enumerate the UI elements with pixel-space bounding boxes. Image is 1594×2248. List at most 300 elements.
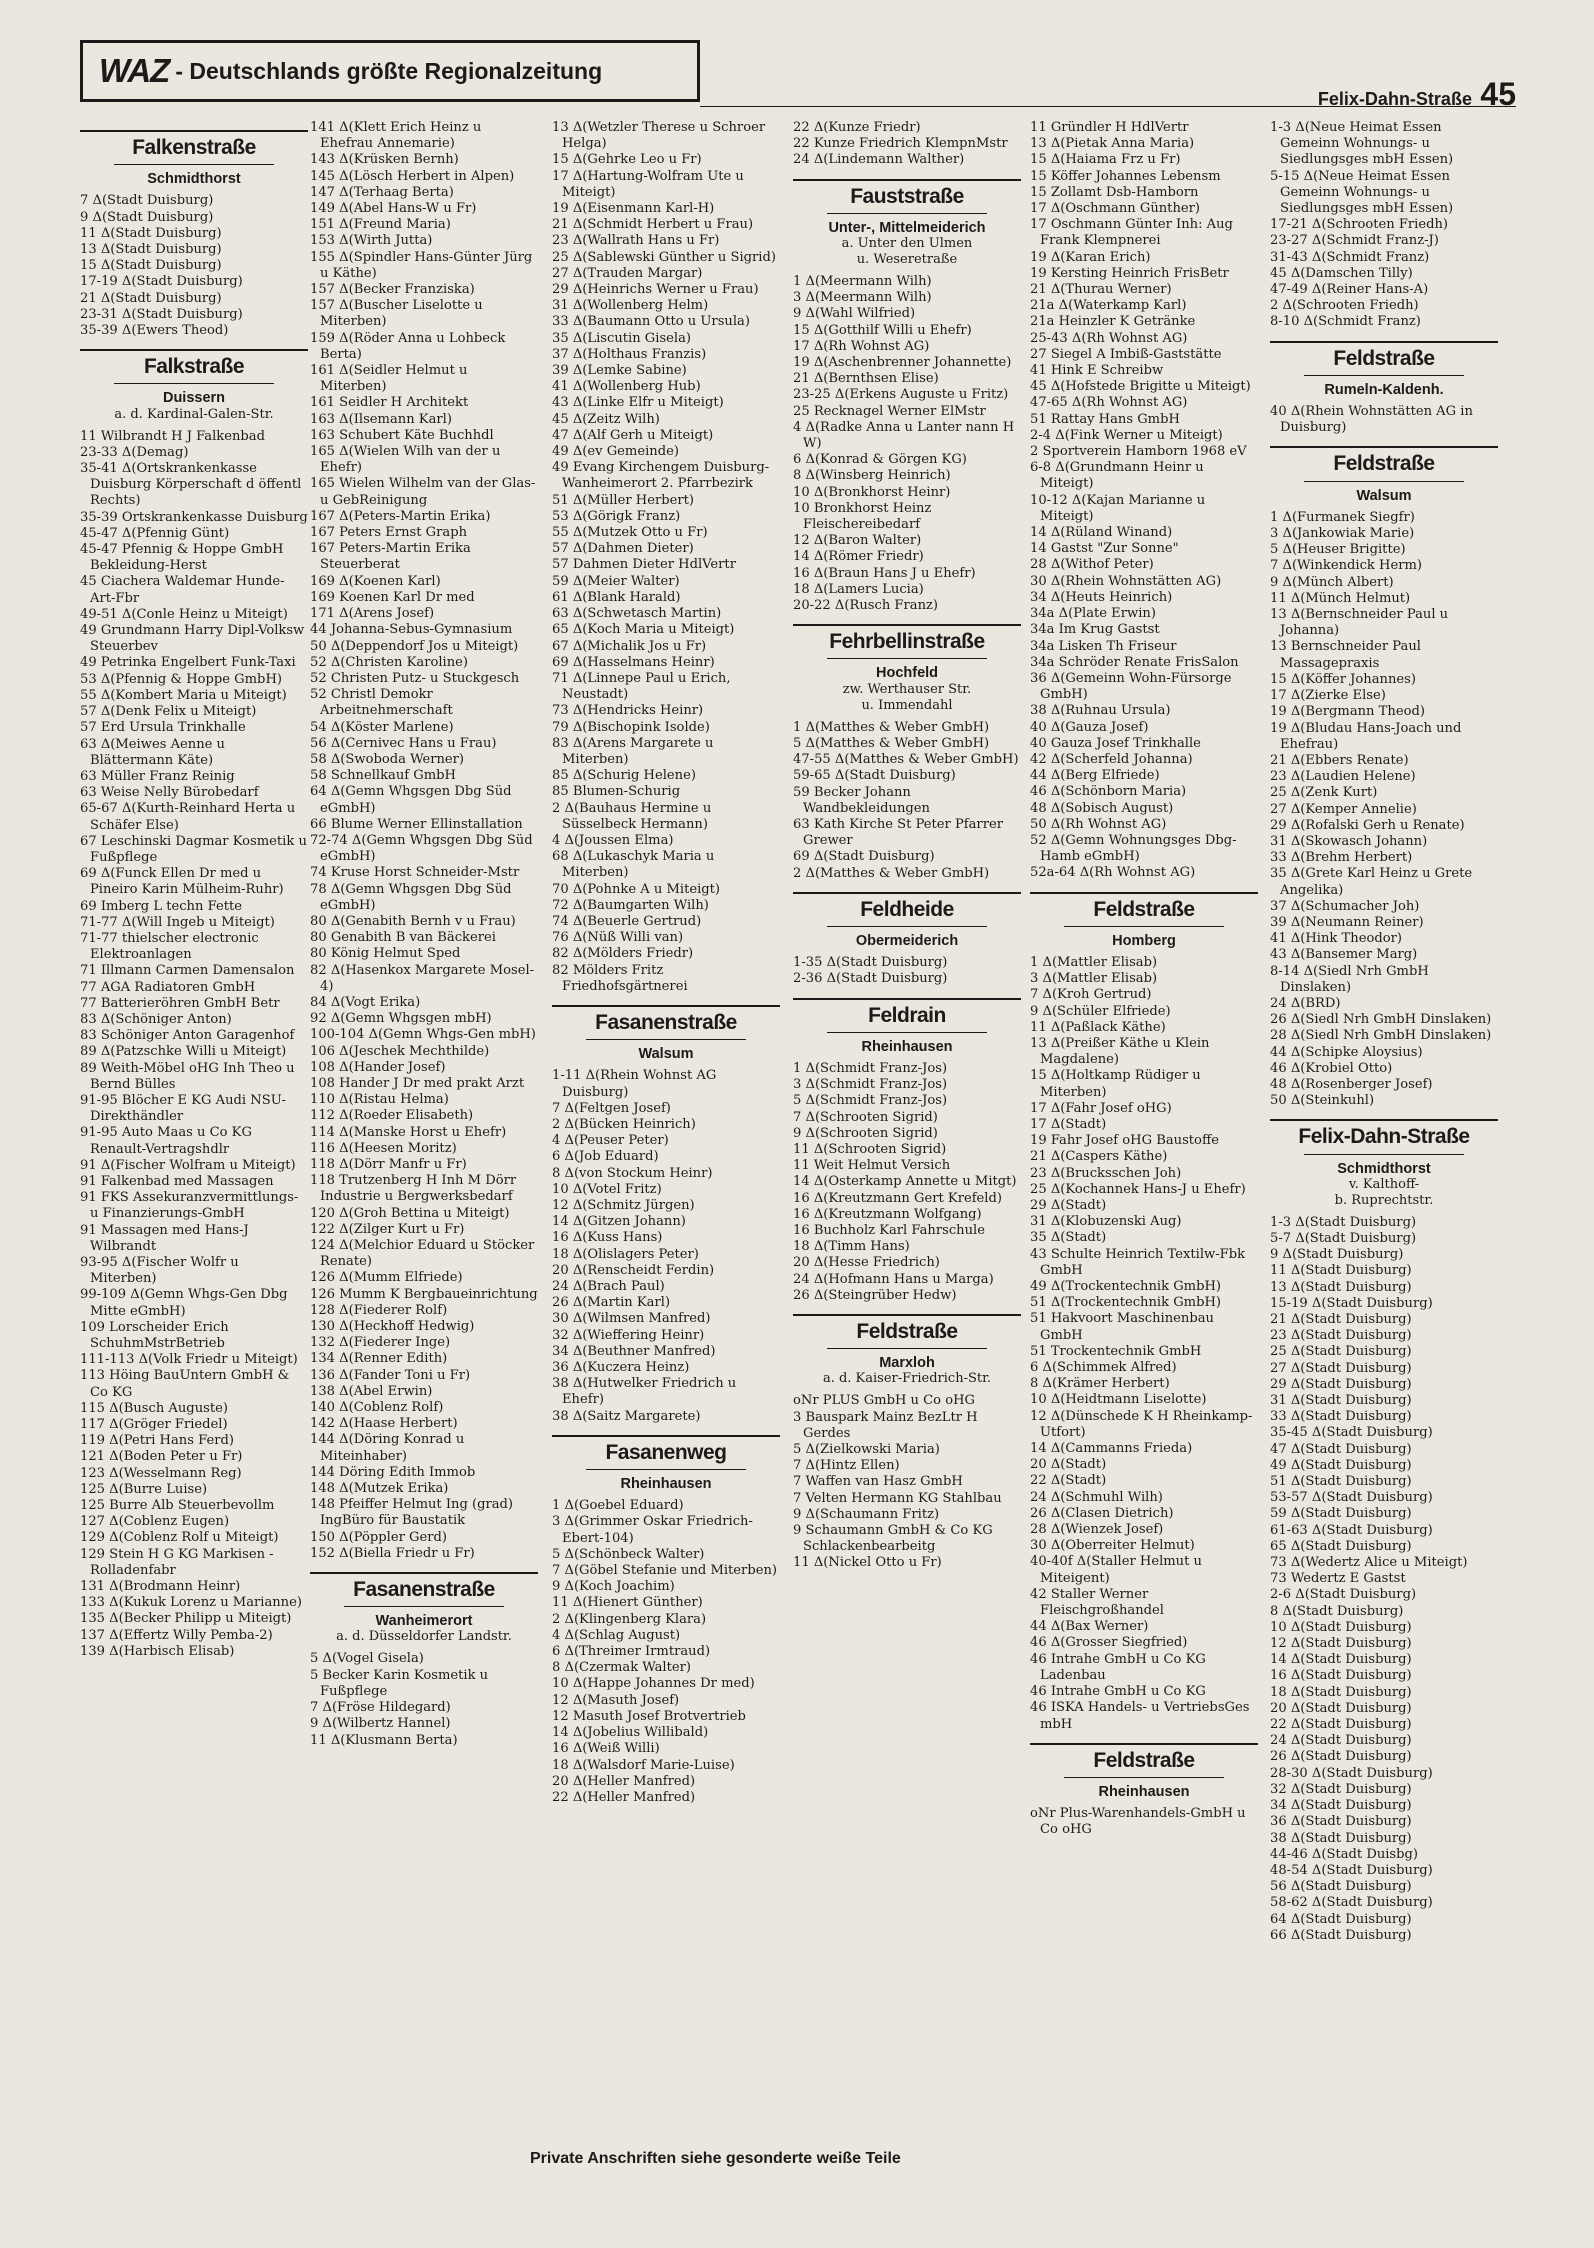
address-entry: 10 Δ(Heidtmann Liselotte) [1030,1392,1207,1408]
running-street-name: Felix-Dahn-Straße [1317,89,1472,109]
directory-column-3 [552,120,780,1806]
address-entry: 7 Δ(Göbel Stefanie und Miterben) [552,1563,777,1579]
address-entry: 54 Δ(Köster Marlene) [310,719,454,735]
address-entry: 80 Genabith B van Bäckerei [310,930,496,946]
district-name: Rheinhausen [620,1476,712,1493]
address-entry: 29 Δ(Stadt Duisburg) [1270,1376,1412,1392]
address-entry: 25 Recknagel Werner ElMstr [793,403,986,419]
address-entry: 51 Rattay Hans GmbH [1030,411,1180,427]
directory-column-4 [793,120,1021,1572]
address-entry: 4 Δ(Joussen Elma) [552,832,674,848]
address-entry: 40 Δ(Gauza Josef) [1030,719,1149,735]
address-entry: 19 Fahr Josef oHG Baustoffe [1030,1133,1219,1149]
district-name: Unter-, Mittelmeiderich [828,219,986,236]
street-heading [793,998,1021,1055]
address-entry: 3 Δ(Meermann Wilh) [793,290,932,306]
street-title: Feldstraße [856,1319,958,1343]
street-title: Falkenstraße [132,136,256,159]
address-entry: 11 Δ(Paßlack Käthe) [1030,1019,1166,1035]
address-entry: 70 Δ(Pohnke A u Miteigt) [552,881,721,897]
address-entry: 73 Δ(Wedertz Alice u Miteigt) [1270,1555,1468,1571]
directory-column-5 [1030,120,1258,1839]
address-entry: 9 Δ(Schaumann Fritz) [793,1506,940,1522]
street-title: Felix-Dahn-Straße [1298,1125,1470,1149]
address-entry: 6-8 Δ(Grundmann Heinr u Miteigt) [1030,460,1204,492]
address-entry: 135 Δ(Becker Philipp u Miteigt) [80,1611,292,1627]
address-entry: 18 Δ(Walsdorf Marie-Luise) [552,1757,735,1773]
address-entry: 58-62 Δ(Stadt Duisburg) [1270,1895,1433,1911]
address-entry: 18 Δ(Lamers Lucia) [793,581,924,597]
address-entry: 7 Δ(Hintz Ellen) [793,1458,900,1474]
address-entry: 82 Mölders Fritz Friedhofsgärtnerei [552,962,688,994]
address-entry: 47-49 Δ(Reiner Hans-A) [1270,282,1429,298]
address-entry: 65-67 Δ(Kurth-Reinhard Herta u Schäfer Else) [80,801,296,833]
address-entry: 83 Schöniger Anton Garagenhof [80,1028,295,1044]
address-entry: 9 Δ(Koch Joachim) [552,1579,675,1595]
address-entry: 28 Δ(Siedl Nrh GmbH Dinslaken) [1270,1028,1492,1044]
directory-column-2 [310,120,538,1749]
address-entry: 27 Siegel A Imbiß-Gaststätte [1030,346,1222,362]
address-entry: 53-57 Δ(Stadt Duisburg) [1270,1490,1433,1506]
address-entry: 14 Δ(Rüland Winand) [1030,525,1173,541]
address-entry: 151 Δ(Freund Maria) [310,217,451,233]
address-entry: 13 Bernschneider Paul Massagepraxis [1270,639,1421,671]
address-entry: 49 Grundmann Harry Dipl-Volksw Steuerbev [80,623,305,655]
address-entry: 16 Δ(Stadt Duisburg) [1270,1668,1412,1684]
address-entry: 136 Δ(Fander Toni u Fr) [310,1367,471,1383]
address-entry: 13 Δ(Stadt Duisburg) [1270,1279,1412,1295]
address-entry: 19 Δ(Eisenmann Karl-H) [552,201,715,217]
address-entry: 34 Δ(Beuthner Manfred) [552,1343,716,1359]
address-entry: 49 Evang Kirchengem Duisburg-Wanheimerort 2. Pfarrbezirk [552,460,770,492]
address-entry: 15 Köffer Johannes Lebensm [1030,168,1221,184]
address-entry: 9 Δ(Schrooten Sigrid) [793,1125,938,1141]
address-entry: 41 Δ(Hink Theodor) [1270,931,1402,947]
address-entry: 23 Δ(Brucksschen Joh) [1030,1165,1182,1181]
address-entry: 15-19 Δ(Stadt Duisburg) [1270,1295,1433,1311]
address-entry: 51 Δ(Stadt Duisburg) [1270,1474,1412,1490]
address-entry: 130 Δ(Heckhoff Hedwig) [310,1319,475,1335]
street-title: Feldstraße [1093,897,1195,921]
address-entry: 11 Gründler H HdlVertr [1030,120,1189,135]
street-title: Feldheide [860,897,954,921]
address-entry: 19 Δ(Karan Erich) [1030,249,1151,265]
address-entry: 18 Δ(Stadt Duisburg) [1270,1684,1412,1700]
address-entry: 45 Δ(Hofstede Brigitte u Miteigt) [1030,379,1251,395]
address-entry: 109 Lorscheider Erich SchuhmMstrBetrieb [80,1319,229,1352]
address-entry: 106 Δ(Jeschek Mechthilde) [310,1043,490,1059]
district-name: Wanheimerort [375,1613,473,1630]
address-entry: 12 Masuth Josef Brotvertrieb [552,1708,746,1724]
address-entry: 23 Δ(Stadt Duisburg) [1270,1328,1412,1344]
address-entry: 34a Lisken Th Friseur [1030,638,1177,654]
address-entry: 3 Δ(Mattler Elisab) [1030,971,1158,987]
address-entry: 57 Δ(Dahmen Dieter) [552,541,694,557]
address-entry: 11 Δ(Hienert Günther) [552,1595,703,1611]
street-title: Feldstraße [1333,346,1435,370]
address-entry: 112 Δ(Roeder Elisabeth) [310,1108,474,1124]
address-entry: 24 Δ(Brach Paul) [552,1279,665,1295]
address-entry: 44 Δ(Bax Werner) [1030,1619,1149,1635]
district-name: Schmidthorst [147,171,241,188]
address-entry: 49 Δ(Trockentechnik GmbH) [1030,1279,1221,1295]
address-entry: 165 Δ(Wielen Wilh van der u Ehefr) [310,444,501,476]
address-entry: 123 Δ(Wesselmann Reg) [80,1465,242,1481]
address-entry: 39 Δ(Lemke Sabine) [552,363,687,379]
address-entry: 21 Δ(Bernthsen Elise) [793,371,939,387]
address-entry: 32 Δ(Stadt Duisburg) [1270,1781,1412,1797]
address-entry: 71 Illmann Carmen Damensalon [80,963,295,979]
address-entry: 67 Δ(Michalik Jos u Fr) [552,638,707,654]
address-entry: 58 Δ(Swoboda Werner) [310,751,465,767]
address-entry: 8 Δ(Stadt Duisburg) [1270,1603,1404,1619]
address-entry: 34a Δ(Plate Erwin) [1030,606,1156,622]
address-entry: 38 Δ(Stadt Duisburg) [1270,1830,1412,1846]
address-entry: 46 Intrahe GmbH u Co KG [1030,1684,1206,1700]
address-entry: 28 Δ(Withof Peter) [1030,557,1154,573]
address-entry: 150 Δ(Pöppler Gerd) [310,1529,447,1545]
street-title: Feldstraße [1093,1748,1195,1772]
address-entry: 16 Δ(Weiß Willi) [552,1741,660,1757]
address-entry: 134 Δ(Renner Edith) [310,1351,448,1367]
address-entry: 1-35 Δ(Stadt Duisburg) [793,955,948,971]
address-entry: 46 Δ(Schönborn Maria) [1030,784,1187,800]
address-entry: 20-22 Δ(Rusch Franz) [793,598,939,614]
address-entry: 167 Peters-Martin Erika Steuerberat [310,541,471,573]
street-heading [1270,341,1498,398]
address-entry: 52a-64 Δ(Rh Wohnst AG) [1030,865,1196,881]
address-entry: 9 Δ(Wilbertz Hannel) [310,1716,451,1732]
address-entry: 13 Δ(Wetzler Therese u Schroer Helga) [552,120,766,152]
address-entry: 47 Δ(Alf Gerh u Miteigt) [552,427,714,443]
address-entry: 12 Δ(Dünschede K H Rheinkamp-Utfort) [1030,1408,1253,1440]
address-entry: 129 Stein H G KG Markisen - Rolladenfabr [80,1546,274,1578]
address-entry: 33 Δ(Baumann Otto u Ursula) [552,314,750,330]
address-entry: 1 Δ(Mattler Elisab) [1030,954,1158,970]
street-heading [552,1435,780,1492]
address-entry: 129 Δ(Coblenz Rolf u Miteigt) [80,1530,279,1546]
directory-column-1 [80,120,308,1660]
address-entry: 45 Δ(Damschen Tilly) [1270,265,1413,281]
address-entry: 24 Δ(Lindemann Walther) [793,152,965,168]
address-entry: 26 Δ(Stadt Duisburg) [1270,1749,1412,1765]
address-entry: 118 Δ(Dörr Manfr u Fr) [310,1157,467,1172]
section-rule [114,383,274,384]
address-entry: 5 Becker Karin Kosmetik u Fußpflege [310,1667,489,1699]
address-entry: 8 Δ(Winsberg Heinrich) [793,468,951,484]
address-entry: 12 Δ(Schmitz Jürgen) [552,1198,695,1213]
address-entry: 17 Δ(Oschmann Günther) [1030,201,1200,217]
address-entry: 35 Δ(Stadt) [1030,1230,1107,1246]
address-entry: 11 Weit Helmut Versich [793,1158,951,1174]
section-rule [586,1469,746,1470]
address-entry: 119 Δ(Petri Hans Ferd) [80,1433,234,1449]
street-range: a. d. Kardinal-Galen-Str. [114,406,274,422]
address-entry: 67 Leschinski Dagmar Kosmetik u Fußpflege [80,833,307,865]
address-entry: 1 Δ(Matthes & Weber GmbH) [793,719,990,735]
address-entry: 2 Δ(Bücken Heinrich) [552,1116,696,1132]
address-entry: 48 Δ(Sobisch August) [1030,800,1174,816]
address-entry: 124 Δ(Melchior Eduard u Stöcker Renate) [310,1238,535,1270]
address-entry: 53 Δ(Pfennig & Hoppe GmbH) [80,671,282,687]
district-name: Rumeln-Kaldenh. [1324,381,1444,398]
address-entry: 13 Δ(Preißer Käthe u Klein Magdalene) [1030,1035,1210,1068]
street-range: u. Weseretraße [856,252,958,268]
street-title: Fauststraße [850,184,964,208]
address-entry: 11 Δ(Stadt Duisburg) [80,225,222,241]
address-entry: 5-15 Δ(Neue Heimat Essen Gemeinn Wohnungs- u Siedlungsges mbH Essen) [1270,168,1454,217]
street-range: v. Kalthoff- [1348,1176,1420,1192]
address-entry: 82 Δ(Hasenkox Margarete Mosel-4) [310,962,535,994]
address-entry: 25 Δ(Zenk Kurt) [1270,785,1378,801]
address-entry: 31 Δ(Stadt Duisburg) [1270,1393,1412,1409]
address-entry: 15 Δ(Gotthilf Willi u Ehefr) [793,322,972,338]
address-entry: 155 Δ(Spindler Hans-Günter Jürg u Käthe) [310,249,533,281]
address-entry: 79 Δ(Bischopink Isolde) [552,719,710,735]
address-entry: 131 Δ(Brodmann Heinr) [80,1579,241,1595]
address-entry: 10-12 Δ(Kajan Marianne u Miteigt) [1030,492,1206,524]
address-entry: 64 Δ(Stadt Duisburg) [1270,1911,1412,1927]
address-entry: 3 Δ(Grimmer Oskar Friedrich-Ebert-104) [552,1514,753,1546]
address-entry: 31 Δ(Klobuzenski Aug) [1030,1214,1182,1230]
street-title: Falkstraße [143,355,245,379]
address-entry: 9 Δ(Wahl Wilfried) [793,306,916,322]
street-range: u. Immendahl [861,697,953,713]
address-entry: 5 Δ(Schmidt Franz-Jos) [793,1093,948,1109]
address-entry: 1 Δ(Goebel Eduard) [552,1498,684,1514]
address-entry: 1 Δ(Meermann Wilh) [793,274,932,290]
district-name: Homberg [1112,932,1176,949]
address-entry: 1 Δ(Schmidt Franz-Jos) [793,1060,948,1076]
masthead-tagline: - Deutschlands größte Regionalzeitung [175,57,603,84]
address-entry: 2-4 Δ(Fink Werner u Miteigt) [1030,427,1223,443]
address-entry: 49-51 Δ(Conle Heinz u Miteigt) [80,606,288,622]
street-heading [1030,1743,1258,1800]
address-entry: 142 Δ(Haase Herbert) [310,1416,458,1432]
address-entry: 53 Δ(Görigk Franz) [552,508,681,524]
address-entry: 15 Δ(Gehrke Leo u Fr) [552,152,702,168]
address-entry: 29 Δ(Rofalski Gerh u Renate) [1270,817,1465,833]
address-entry: 64 Δ(Gemn Whgsgen Dbg Süd eGmbH) [310,784,512,816]
address-entry: 34 Δ(Stadt Duisburg) [1270,1798,1412,1814]
address-entry: 116 Δ(Heesen Moritz) [310,1140,457,1156]
address-entry: 58 Schnellkauf GmbH [310,768,456,784]
address-entry: 27 Δ(Kemper Annelie) [1270,801,1417,817]
address-entry: 163 Δ(Ilsemann Karl) [310,411,452,427]
address-entry: 132 Δ(Fiederer Inge) [310,1335,451,1351]
street-title: Feldstraße [1333,452,1435,476]
address-entry: 128 Δ(Fiederer Rolf) [310,1302,448,1318]
address-entry: 8-10 Δ(Schmidt Franz) [1270,314,1421,330]
address-entry: 17-21 Δ(Schrooten Friedh) [1270,217,1449,233]
address-entry: 9 Δ(Stadt Duisburg) [80,209,214,225]
address-entry: 92 Δ(Gemn Whgsgen mbH) [310,1011,492,1027]
street-title: Fehrbellinstraße [829,630,985,654]
address-entry: 114 Δ(Manske Horst u Ehefr) [310,1124,507,1140]
address-entry: 21a Heinzler K Getränke [1030,314,1196,330]
address-entry: 16 Δ(Kreutzmann Wolfgang) [793,1206,982,1222]
address-entry: 36 Δ(Gemeinn Wohn-Fürsorge GmbH) [1030,670,1232,703]
address-entry: 85 Δ(Schurig Helene) [552,768,696,784]
address-entry: 2 Δ(Bauhaus Hermine u Süsselbeck Hermann) [552,800,712,832]
address-entry: 50 Δ(Deppendorf Jos u Miteigt) [310,638,519,654]
address-entry: 143 Δ(Krüsken Bernh) [310,152,459,168]
address-entry: 15 Δ(Haiama Frz u Fr) [1030,152,1181,168]
address-entry: 93-95 Δ(Fischer Wolfr u Miterben) [80,1255,239,1287]
address-entry: 7 Δ(Kroh Gertrud) [1030,987,1152,1003]
district-name: Walsum [1356,487,1412,504]
address-entry: 5 Δ(Vogel Gisela) [310,1651,424,1667]
address-entry: 65 Δ(Stadt Duisburg) [1270,1538,1412,1554]
address-entry: 4 Δ(Schlag August) [552,1627,681,1643]
address-entry: 9 Schaumann GmbH & Co KG Schlackenbearbeitg [793,1523,993,1555]
address-entry: 59 Becker Johann Wandbekleidungen [793,784,930,816]
address-entry: 91-95 Blöcher E KG Audi NSU-Direkthändler [80,1092,286,1125]
street-heading [1270,1119,1498,1208]
address-entry: 21 Δ(Thurau Werner) [1030,282,1172,298]
address-entry: 10 Bronkhorst Heinz Fleischereibedarf [793,500,932,533]
address-entry: 59 Δ(Stadt Duisburg) [1270,1506,1412,1522]
address-entry: 63 Müller Franz Reinig [80,768,235,784]
address-entry: 17 Δ(Hartung-Wolfram Ute u Miteigt) [552,168,744,200]
address-entry: 17 Δ(Fahr Josef oHG) [1030,1100,1172,1116]
address-entry: 161 Seidler H Architekt [310,395,469,411]
address-entry: 4 Δ(Peuser Peter) [552,1133,669,1149]
address-entry: 5-7 Δ(Stadt Duisburg) [1270,1230,1417,1246]
address-entry: 85 Blumen-Schurig [552,784,681,800]
address-entry: 14 Δ(Römer Friedr) [793,549,924,565]
address-entry: 24 Δ(Stadt Duisburg) [1270,1733,1412,1749]
address-entry: 23-25 Δ(Erkens Auguste u Fritz) [793,387,1009,403]
section-rule [827,926,987,927]
address-entry: 15 Δ(Stadt Duisburg) [80,258,222,274]
address-entry: 27 Δ(Stadt Duisburg) [1270,1360,1412,1376]
address-entry: 5 Δ(Zielkowski Maria) [793,1442,940,1457]
address-entry: 52 Christen Putz- u Stuckgesch [310,670,520,686]
address-entry: 44 Δ(Berg Elfriede) [1030,768,1160,784]
address-entry: 74 Δ(Beuerle Gertrud) [552,913,702,929]
address-entry: 2-36 Δ(Stadt Duisburg) [793,971,948,987]
address-entry: 72-74 Δ(Gemn Whgsgen Dbg Süd eGmbH) [310,832,533,865]
page-header [1318,76,1516,113]
address-entry: 19 Kersting Heinrich FrisBetr [1030,265,1229,281]
address-entry: 11 Δ(Schrooten Sigrid) [793,1141,947,1157]
street-heading [793,892,1021,949]
address-entry: 45-47 Pfennig & Hoppe GmbH Bekleidung-Herst [80,542,284,574]
address-entry: 125 Burre Alb Steuerbevollm [80,1498,275,1514]
address-entry: 6 Δ(Konrad & Görgen KG) [793,452,967,468]
street-heading [552,1005,780,1062]
section-rule [114,164,274,165]
address-entry: 66 Blume Werner Ellinstallation [310,816,523,832]
address-entry: 45 Δ(Zeitz Wilh) [552,411,660,427]
address-entry: 21 Δ(Caspers Käthe) [1030,1149,1168,1165]
address-entry: 63 Weise Nelly Bürobedarf [80,785,259,801]
address-entry: 4 Δ(Radke Anna u Lanter nann H W) [793,419,1015,452]
address-entry: 22 Kunze Friedrich KlempnMstr [793,136,1008,152]
address-entry: 17 Δ(Stadt) [1030,1116,1107,1132]
waz-logo: WAZ [99,52,170,89]
address-entry: 25 Δ(Kochannek Hans-J u Ehefr) [1030,1181,1246,1197]
street-range: a. d. Düsseldorfer Landstr. [336,1629,512,1645]
address-entry: 57 Δ(Denk Felix u Miteigt) [80,704,257,720]
address-entry: 169 Δ(Koenen Karl) [310,573,441,589]
address-entry: 69 Δ(Stadt Duisburg) [793,849,935,865]
address-entry: 48-54 Δ(Stadt Duisburg) [1270,1862,1433,1878]
address-entry: 3 Δ(Schmidt Franz-Jos) [793,1077,948,1093]
address-entry: 83 Δ(Arens Margarete u Miterben) [552,735,714,767]
street-title: Fasanenstraße [595,1010,737,1034]
address-entry: 152 Δ(Biella Friedr u Fr) [310,1545,475,1561]
address-entry: 34 Δ(Heuts Heinrich) [1030,589,1173,605]
section-rule [827,213,987,214]
address-entry: 43 Δ(Linke Elfr u Miteigt) [552,395,724,411]
section-rule [1304,1154,1464,1155]
address-entry: 57 Erd Ursula Trinkhalle [80,720,246,736]
address-entry: 44 Johanna-Sebus-Gymnasium [310,622,513,638]
address-entry: 80 Δ(Genabith Bernh v u Frau) [310,913,516,929]
address-entry: 120 Δ(Groh Bettina u Miteigt) [310,1205,510,1221]
address-entry: 23 Δ(Wallrath Hans u Fr) [552,233,720,249]
address-entry: 8-14 Δ(Siedl Nrh GmbH Dinslaken) [1270,963,1429,995]
section-rule [344,1606,504,1607]
address-entry: 82 Δ(Mölders Friedr) [552,946,694,962]
address-entry: 7 Δ(Winkendick Herm) [1270,558,1422,574]
address-entry: 56 Δ(Cernivec Hans u Frau) [310,735,497,751]
address-entry: 15 Δ(Holtkamp Rüdiger u Miterben) [1030,1068,1201,1100]
footer-note: Private Anschriften siehe gesonderte weiße Teile [530,2150,901,2167]
address-entry: 7 Δ(Feltgen Josef) [552,1100,671,1116]
address-entry: 71 Δ(Linnepe Paul u Erich, Neustadt) [552,670,731,703]
district-name: Rheinhausen [1098,1783,1190,1800]
address-entry: 34a Schröder Renate FrisSalon [1030,654,1239,670]
address-entry: 121 Δ(Boden Peter u Fr) [80,1449,243,1465]
street-heading [793,179,1021,268]
address-entry: 73 Wedertz E Gastst [1270,1571,1406,1587]
address-entry: 23-31 Δ(Stadt Duisburg) [80,306,243,322]
address-entry: 20 Δ(Renscheidt Ferdin) [552,1262,715,1278]
address-entry: 33 Δ(Brehm Herbert) [1270,850,1413,866]
section-rule [827,658,987,659]
address-entry: 43 Schulte Heinrich Textilw-Fbk GmbH [1030,1246,1246,1278]
address-entry: 141 Δ(Klett Erich Heinz u Ehefrau Annemarie) [310,120,482,152]
address-entry: 1 Δ(Furmanek Siegfr) [1270,509,1415,525]
address-entry: 19 Δ(Bludau Hans-Joach und Ehefrau) [1270,720,1462,752]
address-entry: 148 Pfeiffer Helmut Ing (grad) IngBüro für Baustatik [310,1497,514,1529]
address-entry: 23-27 Δ(Schmidt Franz-J) [1270,233,1439,249]
address-entry: 26 Δ(Martin Karl) [552,1295,671,1311]
address-entry: 71-77 Δ(Will Ingeb u Miteigt) [80,914,275,930]
address-entry: 14 Δ(Osterkamp Annette u Mitgt) [793,1174,1017,1190]
address-entry: 157 Δ(Becker Franziska) [310,282,475,298]
address-entry: 84 Δ(Vogt Erika) [310,994,421,1010]
street-heading [80,349,308,422]
address-entry: 46 Intrahe GmbH u Co KG Ladenbau [1030,1651,1206,1683]
address-entry: 52 Δ(Gemn Wohnungsges Dbg-Hamb eGmbH) [1030,832,1237,865]
section-rule [1304,375,1464,376]
address-entry: 40-40f Δ(Staller Helmut u Miteigent) [1030,1554,1202,1586]
address-entry: 127 Δ(Coblenz Eugen) [80,1514,230,1530]
address-entry: 29 Δ(Stadt) [1030,1198,1107,1213]
address-entry: 13 Δ(Pietak Anna Maria) [1030,136,1195,152]
district-name: Hochfeld [875,665,939,682]
address-entry: 10 Δ(Bronkhorst Heinr) [793,484,951,500]
district-name: Duissern [162,390,226,407]
address-entry: 5 Δ(Matthes & Weber GmbH) [793,735,990,751]
address-entry: 145 Δ(Lösch Herbert in Alpen) [310,168,515,184]
address-entry: 11 Wilbrandt H J Falkenbad [80,428,265,444]
address-entry: 14 Δ(Gitzen Johann) [552,1214,686,1230]
